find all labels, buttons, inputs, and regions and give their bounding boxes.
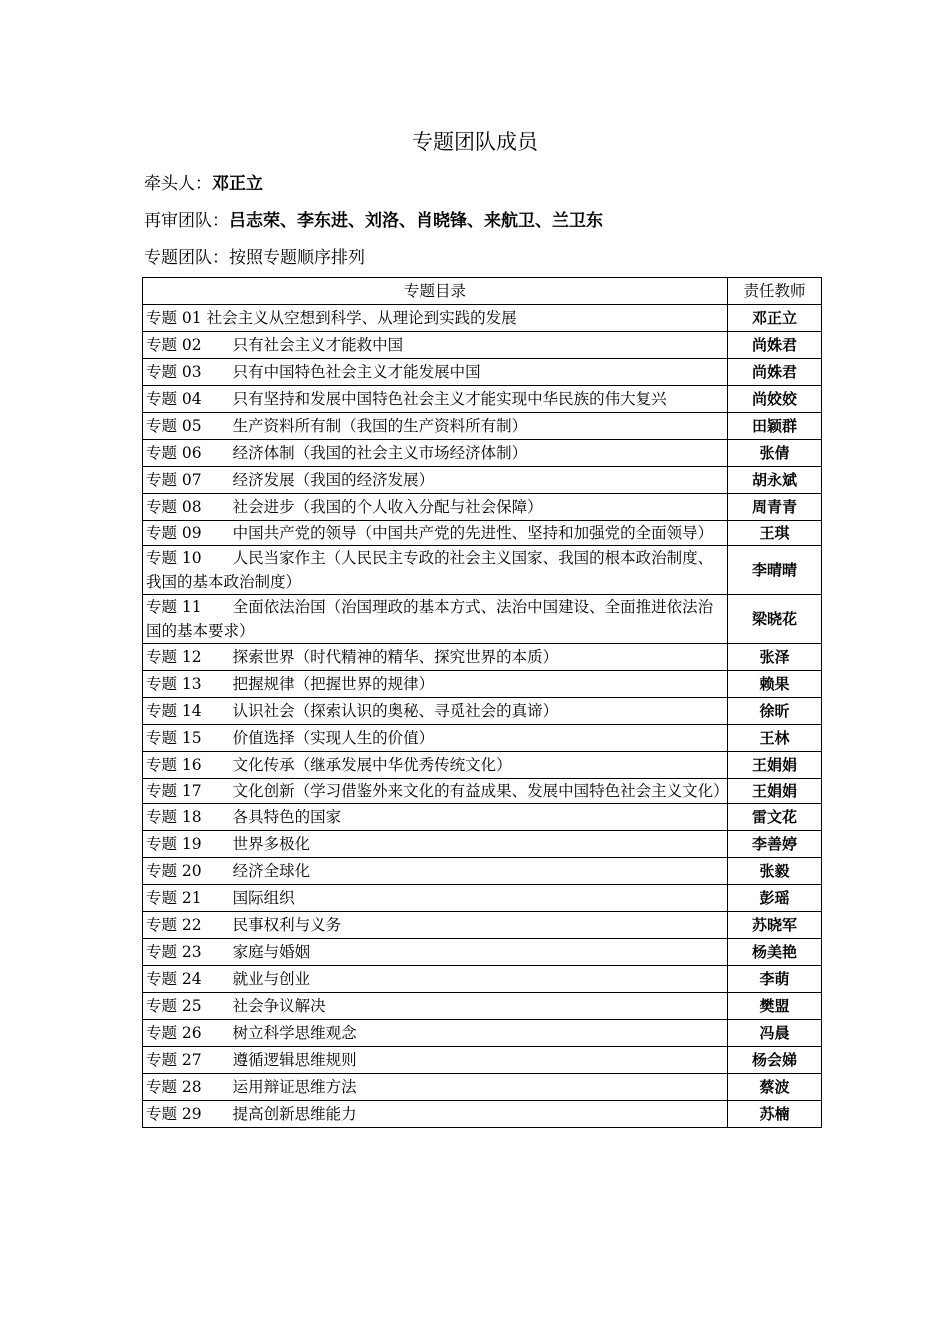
teacher-cell: 胡永斌: [728, 467, 822, 494]
lead-line: [144, 172, 263, 196]
table-row: [143, 595, 822, 644]
table-row: [143, 1020, 822, 1047]
table-row: [143, 804, 822, 831]
topic-cell: 专题 15 价值选择（实现人生的价值）: [143, 725, 728, 752]
topic-cell: 专题 06 经济体制（我国的社会主义市场经济体制）: [143, 440, 728, 467]
table-row: [143, 305, 822, 332]
teacher-cell: 苏晓军: [728, 912, 822, 939]
table-row: [143, 1101, 822, 1128]
topic-cell: 专题 08 社会进步（我国的个人收入分配与社会保障）: [143, 494, 728, 521]
topic-cell: 专题 19 世界多极化: [143, 831, 728, 858]
teacher-cell: 尚姣姣: [728, 386, 822, 413]
topic-cell: 专题 02 只有社会主义才能救中国: [143, 332, 728, 359]
topic-cell: 专题 18 各具特色的国家: [143, 804, 728, 831]
topic-cell: 专题 29 提高创新思维能力: [143, 1101, 728, 1128]
topic-cell: 专题 24 就业与创业: [143, 966, 728, 993]
teacher-cell: 徐昕: [728, 698, 822, 725]
topic-cell: 专题 28 运用辩证思维方法: [143, 1074, 728, 1101]
teacher-cell: 赖果: [728, 671, 822, 698]
teacher-cell: 王琪: [728, 521, 822, 546]
topic-table: [142, 277, 822, 1128]
topic-cell: 专题 23 家庭与婚姻: [143, 939, 728, 966]
table-row: [143, 644, 822, 671]
topic-cell: 专题 13 把握规律（把握世界的规律）: [143, 671, 728, 698]
table-row: [143, 725, 822, 752]
teacher-cell: 张倩: [728, 440, 822, 467]
table-row: [143, 467, 822, 494]
topic-cell: 专题 11 全面依法治国（治国理政的基本方式、法治中国建设、全面推进依法治国的基本要求）: [143, 595, 728, 644]
teacher-cell: 尚姝君: [728, 332, 822, 359]
table-row: [143, 966, 822, 993]
teacher-cell: 王林: [728, 725, 822, 752]
table-row: [143, 521, 822, 546]
topic-cell: 专题 12 探索世界（时代精神的精华、探究世界的本质）: [143, 644, 728, 671]
topic-cell: 专题 26 树立科学思维观念: [143, 1020, 728, 1047]
teacher-cell: 李萌: [728, 966, 822, 993]
table-row: [143, 939, 822, 966]
table-header-row: [143, 278, 822, 305]
table-row: [143, 858, 822, 885]
teacher-cell: 梁晓花: [728, 595, 822, 644]
topic-team-label: 专题团队：: [144, 248, 229, 268]
topic-cell: 专题 07 经济发展（我国的经济发展）: [143, 467, 728, 494]
teacher-cell: 田颖群: [728, 413, 822, 440]
table-row: [143, 912, 822, 939]
topic-cell: 专题 25 社会争议解决: [143, 993, 728, 1020]
teacher-cell: 冯晨: [728, 1020, 822, 1047]
table-row: [143, 546, 822, 595]
teacher-cell: 雷文花: [728, 804, 822, 831]
review-team-names: 吕志荣、李东进、刘洛、肖晓锋、来航卫、兰卫东: [229, 211, 603, 231]
topic-cell: 专题 01 社会主义从空想到科学、从理论到实践的发展: [143, 305, 728, 332]
topic-cell: 专题 22 民事权利与义务: [143, 912, 728, 939]
teacher-cell: 王娟娟: [728, 752, 822, 779]
column-header-topic: 专题目录: [143, 278, 728, 305]
topic-team-note: 按照专题顺序排列: [229, 248, 365, 268]
table-row: [143, 671, 822, 698]
topic-cell: 专题 20 经济全球化: [143, 858, 728, 885]
topic-cell: 专题 10 人民当家作主（人民民主专政的社会主义国家、我国的根本政治制度、我国的基本政治制度）: [143, 546, 728, 595]
teacher-cell: 彭瑶: [728, 885, 822, 912]
teacher-cell: 邓正立: [728, 305, 822, 332]
teacher-cell: 苏楠: [728, 1101, 822, 1128]
topic-cell: 专题 21 国际组织: [143, 885, 728, 912]
column-header-teacher: 责任教师: [728, 278, 822, 305]
review-team-line: [144, 209, 603, 233]
teacher-cell: 周青青: [728, 494, 822, 521]
table-body: [143, 305, 822, 1128]
topic-cell: 专题 16 文化传承（继承发展中华优秀传统文化）: [143, 752, 728, 779]
teacher-cell: 杨会娣: [728, 1047, 822, 1074]
teacher-cell: 樊盟: [728, 993, 822, 1020]
review-team-label: 再审团队：: [144, 211, 229, 231]
topic-cell: 专题 09 中国共产党的领导（中国共产党的先进性、坚持和加强党的全面领导）: [143, 521, 728, 546]
page-title: 专题团队成员: [412, 130, 538, 154]
teacher-cell: 尚姝君: [728, 359, 822, 386]
table-row: [143, 831, 822, 858]
topic-cell: 专题 17 文化创新（学习借鉴外来文化的有益成果、发展中国特色社会主义文化）: [143, 779, 728, 804]
lead-name: 邓正立: [212, 174, 263, 194]
table-row: [143, 1047, 822, 1074]
table-row: [143, 698, 822, 725]
teacher-cell: 王娟娟: [728, 779, 822, 804]
teacher-cell: 张泽: [728, 644, 822, 671]
table-row: [143, 752, 822, 779]
teacher-cell: 李善婷: [728, 831, 822, 858]
table-row: [143, 1074, 822, 1101]
table-row: [143, 779, 822, 804]
table-row: [143, 386, 822, 413]
teacher-cell: 李晴晴: [728, 546, 822, 595]
table-row: [143, 885, 822, 912]
teacher-cell: 杨美艳: [728, 939, 822, 966]
topic-cell: 专题 14 认识社会（探索认识的奥秘、寻觅社会的真谛）: [143, 698, 728, 725]
teacher-cell: 蔡波: [728, 1074, 822, 1101]
table-row: [143, 413, 822, 440]
lead-label: 牵头人：: [144, 174, 212, 194]
table-row: [143, 332, 822, 359]
topic-cell: 专题 05 生产资料所有制（我国的生产资料所有制）: [143, 413, 728, 440]
table-row: [143, 440, 822, 467]
table-row: [143, 993, 822, 1020]
table-row: [143, 494, 822, 521]
teacher-cell: 张毅: [728, 858, 822, 885]
topic-team-line: [144, 246, 365, 270]
topic-cell: 专题 03 只有中国特色社会主义才能发展中国: [143, 359, 728, 386]
topic-cell: 专题 27 遵循逻辑思维规则: [143, 1047, 728, 1074]
table-row: [143, 359, 822, 386]
topic-cell: 专题 04 只有坚持和发展中国特色社会主义才能实现中华民族的伟大复兴: [143, 386, 728, 413]
